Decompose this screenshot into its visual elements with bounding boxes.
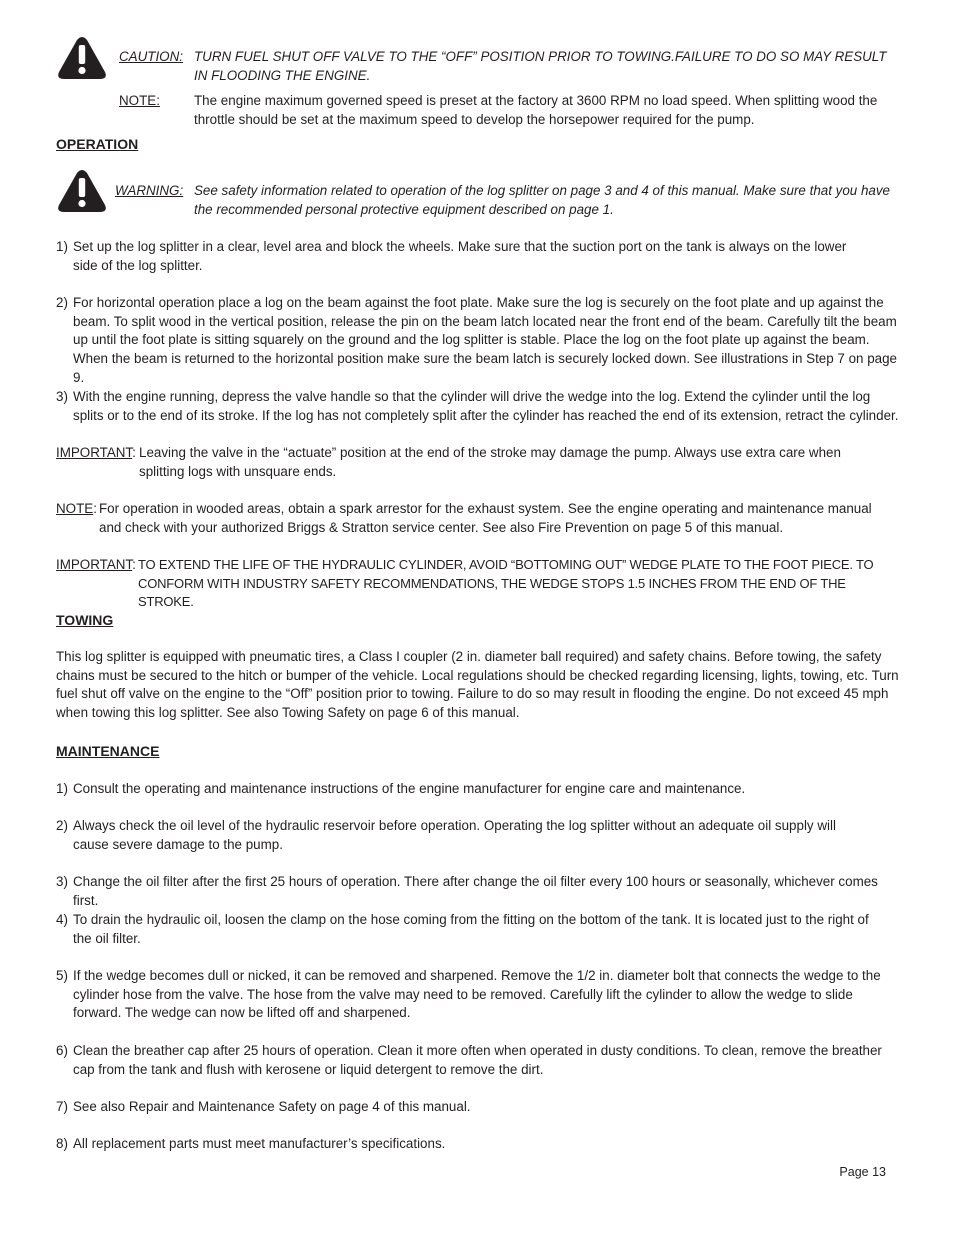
warning-label: WARNING:: [115, 183, 184, 198]
maintenance-item: [56, 1042, 886, 1079]
item-text: With the engine running, depress the valve handle so that the cylinder will drive the wedge into the log. Extend the cylinder until the log splits or to the end of its stroke. If the log has not completely split after the cylinder has reached the end of its extension, retract the cylinder.: [73, 389, 899, 423]
important-text: TO EXTEND THE LIFE OF THE HYDRAULIC CYLINDER, AVOID “BOTTOMING OUT” WEDGE PLATE TO THE FOOT PIECE. TO CONFORM WITH INDUSTRY SAFETY RECOMMENDATIONS, THE WEDGE STOPS 1.5 INCHES FROM THE END OF THE STROKE.: [138, 557, 874, 610]
item-text: Clean the breather cap after 25 hours of operation. Clean it more often when operated in dusty conditions. To clean, remove the breather cap from the tank and flush with kerosene or liquid detergent to remove the dirt.: [73, 1043, 882, 1077]
item-number: 5): [56, 968, 68, 983]
towing-heading: TOWING: [56, 612, 114, 628]
towing-text: This log splitter is equipped with pneumatic tires, a Class I coupler (2 in. diameter ball required) and safety chains. Before towing, the safety chains must be secured to the hitch or bumper of the vehicle. Local regulations should be checked regarding licensing, lights, towing, etc. Turn fuel shut off valve on the engine to the “Off” position prior to towing. Failure to do so may result in flooding the engine. Do not exceed 45 mph when towing this log splitter. See also Towing Safety on page 6 of this manual.: [56, 649, 899, 721]
item-text: See also Repair and Maintenance Safety on page 4 of this manual.: [73, 1099, 471, 1114]
item-text: Consult the operating and maintenance instructions of the engine manufacturer for engine care and maintenance.: [73, 781, 746, 796]
item-text: Always check the oil level of the hydraulic reservoir before operation. Operating the log splitter without an adequate oil supply will cause severe damage to the pump.: [73, 818, 836, 852]
caution-label: CAUTION:: [119, 49, 183, 64]
note-text: For operation in wooded areas, obtain a spark arrestor for the exhaust system. See the engine operating and maintenance manual and check with your authorized Briggs & Stratton service center. See also Fire Prevention on page 5 of this manual.: [99, 501, 872, 535]
item-text: Change the oil filter after the first 25 hours of operation. There after change the oil filter every 100 hours or seasonally, whichever comes first.: [73, 874, 878, 908]
item-number: 6): [56, 1043, 68, 1058]
item-number: 2): [56, 818, 68, 833]
maintenance-item: [56, 1135, 906, 1154]
operation-heading: OPERATION: [56, 136, 139, 152]
important-label: IMPORTANT: [56, 557, 133, 572]
caution-text: TURN FUEL SHUT OFF VALVE TO THE “OFF” POSITION PRIOR TO TOWING.FAILURE TO DO SO MAY RESULT IN FLOODING THE ENGINE.: [194, 49, 887, 83]
important-text: Leaving the valve in the “actuate” position at the end of the stroke may damage the pump. Always use extra care when splitting logs with unsquare ends.: [139, 445, 841, 479]
maintenance-item: [56, 873, 906, 910]
item-text: If the wedge becomes dull or nicked, it can be removed and sharpened. Remove the 1/2 in. diameter bolt that connects the wedge to the cylinder hose from the valve. The hose from the valve may need to be removed. Carefully lift the cylinder to allow the wedge to slide forward. The wedge can now be lifted off and sharpened.: [73, 968, 881, 1021]
operation-item: [56, 238, 856, 275]
warning-icon: [57, 169, 107, 213]
page-number: Page 13: [839, 1165, 886, 1179]
maintenance-item: [56, 911, 871, 948]
item-number: 2): [56, 295, 68, 310]
maintenance-heading: MAINTENANCE: [56, 743, 160, 759]
note-top-text: The engine maximum governed speed is preset at the factory at 3600 RPM no load speed. When splitting wood the throttle should be set at the maximum speed to develop the horsepower required for the pump.: [194, 93, 878, 127]
operation-item: [56, 388, 901, 425]
maintenance-item: [56, 817, 856, 854]
operation-item: [56, 294, 901, 388]
maintenance-item: [56, 780, 906, 799]
item-number: 1): [56, 239, 68, 254]
item-number: 4): [56, 912, 68, 927]
item-text: To drain the hydraulic oil, loosen the clamp on the hose coming from the fitting on the bottom of the tank. It is located just to the right of the oil filter.: [73, 912, 869, 946]
item-text: For horizontal operation place a log on the beam against the foot plate. Make sure the log is securely on the foot plate and up against the beam. To split wood in the vertical position, release the pin on the beam latch located near the front end of the beam. Carefully tilt the beam up until the foot plate is sitting squarely on the ground and the log splitter is stable. Place the log on the foot plate up against the beam. When the beam is returned to the horizontal position make sure the beam latch is securely locked down. See illustrations in Step 7 on page 9.: [73, 295, 897, 385]
item-number: 8): [56, 1136, 68, 1151]
item-number: 3): [56, 874, 68, 889]
maintenance-item: [56, 967, 886, 1023]
note-label: NOTE: [56, 501, 94, 516]
item-number: 3): [56, 389, 68, 404]
item-text: All replacement parts must meet manufacturer’s specifications.: [73, 1136, 446, 1151]
maintenance-item: [56, 1098, 906, 1117]
item-text: Set up the log splitter in a clear, level area and block the wheels. Make sure that the suction port on the tank is always on the lower side of the log splitter.: [73, 239, 847, 273]
note-top-label: NOTE:: [119, 93, 160, 108]
item-number: 1): [56, 781, 68, 796]
caution-warning-icon: [57, 36, 107, 80]
item-number: 7): [56, 1099, 68, 1114]
important-label: IMPORTANT: [56, 445, 133, 460]
warning-text: See safety information related to operation of the log splitter on page 3 and 4 of this manual. Make sure that you have the recommended personal protective equipment described on page 1.: [194, 183, 890, 217]
